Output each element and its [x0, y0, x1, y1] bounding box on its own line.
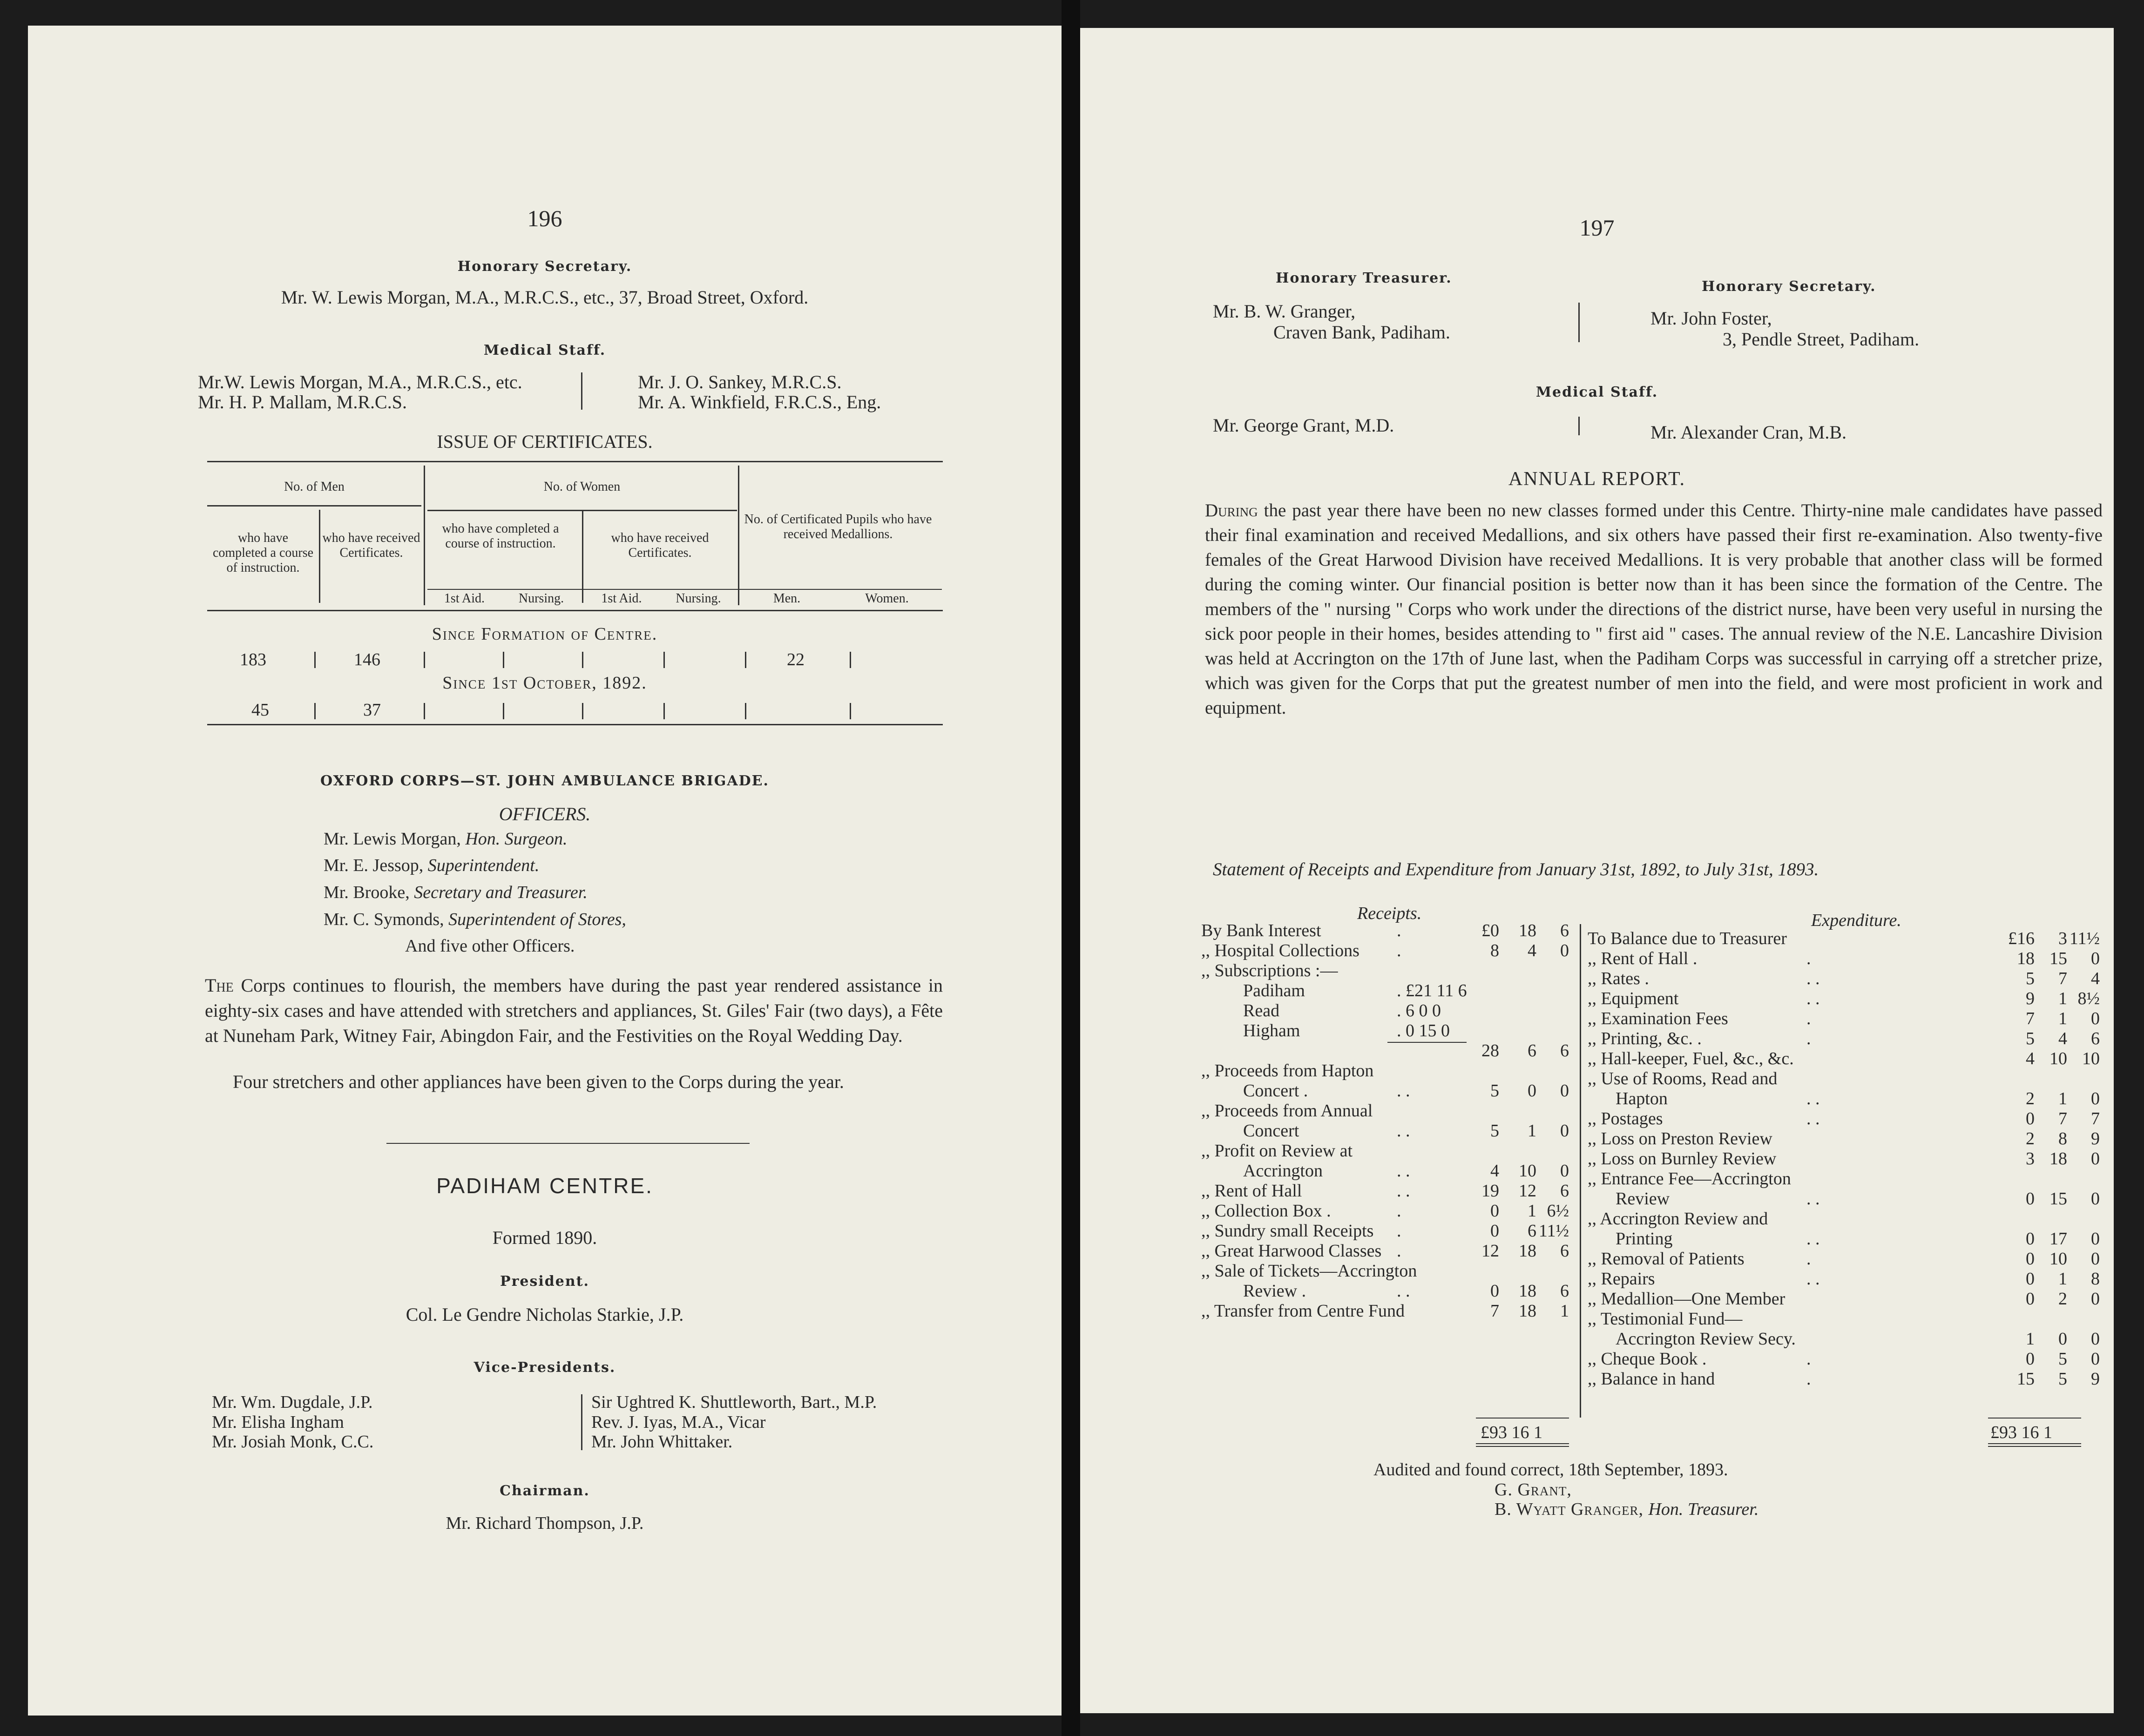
ledger-row: [1201, 1121, 1569, 1141]
officer-3: Mr. Brooke, Secretary and Treasurer.: [324, 883, 588, 902]
ledger-pence: 0: [2091, 1329, 2100, 1349]
ledger-shillings: 1: [2058, 989, 2067, 1008]
ledger-shillings: 10: [2049, 1049, 2067, 1068]
ledger-pence: 6: [1560, 1041, 1569, 1061]
ledger-row: [1588, 1169, 2100, 1189]
sub-men: Men.: [773, 591, 801, 606]
ledger-row: [1588, 1189, 2100, 1209]
expenditure-total: £93 16 1: [1990, 1423, 2052, 1442]
ledger-row: [1201, 1101, 1569, 1121]
ledger-row: [1588, 1009, 2100, 1029]
ledger-row: [1588, 1269, 2100, 1289]
vice-president: Mr. Josiah Monk, C.C.: [212, 1432, 374, 1452]
divider: [581, 1394, 582, 1450]
sub-1st-aid: 1st Aid.: [444, 591, 485, 606]
ledger-item: By Bank Interest: [1201, 921, 1321, 940]
ledger-leader: . £21 11 6: [1397, 981, 1467, 1000]
header-women-received: who have received Certificates.: [611, 531, 709, 560]
ledger-pence: 1: [1560, 1301, 1569, 1321]
corps-paragraph: The Corps continues to flourish, the members have during the past year rendered assistance in eighty-six cases and have attended with stretchers and appliances, St. Giles' Fair (two days), a Fête at Nuneham Park, Witney Fair, Abingdon Fair, and the Festivities on the Royal Wedding Day.: [205, 975, 943, 1046]
medical-staff-heading: Medical Staff.: [483, 342, 606, 358]
ledger-leader: . .: [1806, 969, 1820, 988]
ledger-pounds: 12: [1481, 1241, 1499, 1261]
officer-1: Mr. Lewis Morgan, Hon. Surgeon.: [324, 829, 568, 849]
ledger-pounds: 28: [1481, 1041, 1499, 1061]
ledger-leader: . .: [1397, 1181, 1410, 1201]
ledger-row: [1201, 1301, 1569, 1321]
ledger-pence: 0: [1560, 1121, 1569, 1141]
ledger-shillings: 7: [2058, 1109, 2067, 1128]
ledger-shillings: 10: [1519, 1161, 1536, 1181]
ledger-item: ,, Great Harwood Classes: [1201, 1241, 1382, 1261]
ledger-leader: .: [1397, 1221, 1401, 1241]
ledger-leader: .: [1806, 1029, 1811, 1048]
ledger-row: [1588, 1069, 2100, 1089]
receipts-heading: Receipts.: [1357, 904, 1422, 923]
ledger-row: [1201, 961, 1569, 981]
book-gutter: [1062, 0, 1080, 1736]
ledger-pence: 6½: [1547, 1201, 1569, 1221]
ledger-row: [1588, 1289, 2100, 1309]
secretary-heading: Honorary Secretary.: [1702, 278, 1876, 295]
ledger-leader: .: [1806, 1249, 1811, 1269]
ledger-item: ,, Loss on Preston Review: [1588, 1129, 1772, 1148]
header-pupils: No. of Certificated Pupils who have received Medallions.: [744, 512, 932, 541]
ledger-shillings: 17: [2049, 1229, 2067, 1249]
expenditure-list: [1588, 929, 2100, 1389]
ledger-pence: 0: [1560, 941, 1569, 960]
ledger-item: Accrington Review Secy.: [1616, 1329, 1796, 1349]
medical-staff-2: Mr. H. P. Mallam, M.R.C.S.: [198, 392, 407, 412]
ledger-row: [1588, 1089, 2100, 1109]
ledger-shillings: 10: [2049, 1249, 2067, 1269]
ledger-pence: 9: [2091, 1369, 2100, 1389]
ledger-pounds: 0: [1490, 1221, 1499, 1241]
ledger-leader: . .: [1806, 1089, 1820, 1108]
ledger-leader: . .: [1397, 1281, 1410, 1301]
ledger-leader: .: [1397, 941, 1401, 960]
ledger-item: To Balance due to Treasurer: [1588, 929, 1787, 948]
ledger-pounds: 5: [2026, 1029, 2035, 1048]
section-rule: [386, 1143, 750, 1144]
stretchers-paragraph: Four stretchers and other appliances have been given to the Corps during the year.: [233, 1071, 844, 1092]
ledger-item: ,, Sale of Tickets—Accrington: [1201, 1261, 1417, 1281]
expenditure-total-rule: [1988, 1418, 2081, 1419]
ledger-pounds: 5: [1490, 1081, 1499, 1101]
ledger-shillings: 0: [2058, 1329, 2067, 1349]
ledger-leader: . .: [1806, 1109, 1820, 1128]
ledger-shillings: 15: [2049, 949, 2067, 968]
annual-report-heading: ANNUAL REPORT.: [1508, 468, 1686, 490]
ledger-pence: 0: [2091, 1349, 2100, 1369]
medical-staff-1: Mr.W. Lewis Morgan, M.A., M.R.C.S., etc.: [198, 372, 522, 392]
ledger-row: [1588, 1149, 2100, 1169]
ledger-shillings: 6: [1528, 1041, 1536, 1061]
ledger-shillings: 4: [2058, 1029, 2067, 1048]
ledger-pounds: 0: [1490, 1281, 1499, 1301]
page-number: 196: [527, 205, 562, 231]
ledger-row: [1588, 989, 2100, 1009]
ledger-row: [1201, 1021, 1569, 1041]
ledger-pence: 10: [2082, 1049, 2100, 1068]
ledger-pence: 6: [1560, 921, 1569, 940]
hon-secretary-heading: Honorary Secretary.: [457, 258, 632, 275]
ledger-pounds: 7: [1490, 1301, 1499, 1321]
ledger-pence: 8: [2091, 1269, 2100, 1289]
medical-right: Mr. Alexander Cran, M.B.: [1650, 422, 1847, 443]
ledger-row: [1588, 969, 2100, 989]
ledger-shillings: 2: [2058, 1289, 2067, 1309]
ledger-item: Concert .: [1243, 1081, 1308, 1101]
ledger-row: [1201, 1181, 1569, 1201]
ledger-shillings: 3: [2058, 929, 2067, 948]
ledger-shillings: 18: [1519, 1301, 1536, 1321]
expenditure-heading: Expenditure.: [1811, 911, 1901, 930]
ledger-shillings: 7: [2058, 969, 2067, 988]
sub-nursing: Nursing.: [518, 591, 564, 606]
ledger-pounds: 15: [2017, 1369, 2035, 1389]
ledger-pence: 0: [2091, 1089, 2100, 1108]
ledger-leader: . 0 15 0: [1397, 1021, 1450, 1040]
page-number: 197: [1579, 215, 1615, 241]
right-page: [1080, 28, 2114, 1713]
ledger-item: ,, Removal of Patients: [1588, 1249, 1745, 1269]
ledger-pounds: 2: [2026, 1089, 2035, 1108]
header-women-completed: who have completed a course of instruction.: [442, 521, 559, 551]
subtotal-rule: [1387, 1042, 1467, 1043]
treasurer-address: Craven Bank, Padiham.: [1273, 322, 1450, 343]
ledger-row: [1201, 1041, 1569, 1061]
ledger-row: [1201, 1201, 1569, 1221]
secretary-address: 3, Pendle Street, Padiham.: [1723, 329, 1920, 350]
ledger-pence: 0: [2091, 1289, 2100, 1309]
medical-heading: Medical Staff.: [1535, 384, 1658, 400]
ledger-row: [1588, 1049, 2100, 1069]
ledger-shillings: 1: [2058, 1009, 2067, 1028]
ledger-pounds: 0: [2026, 1109, 2035, 1128]
ledger-shillings: 6: [1528, 1221, 1536, 1241]
ledger-shillings: 1: [1528, 1201, 1536, 1221]
ledger-row: [1201, 941, 1569, 961]
header-men: No. of Men: [284, 480, 345, 494]
ledger-shillings: 1: [2058, 1269, 2067, 1289]
vice-presidents-heading: Vice-Presidents.: [473, 1359, 616, 1376]
ledger-item: ,, Sundry small Receipts: [1201, 1221, 1374, 1241]
ledger-row: [1201, 1141, 1569, 1161]
officer-2: Mr. E. Jessop, Superintendent.: [324, 856, 540, 875]
auditor-2: B. Wyatt Granger, Hon. Treasurer.: [1495, 1500, 1759, 1519]
ledger-item: ,, Transfer from Centre Fund: [1201, 1301, 1405, 1321]
ledger-row: [1588, 1369, 2100, 1389]
row1-pupils: 22: [787, 650, 805, 669]
formed-year: Formed 1890.: [492, 1227, 597, 1248]
sub-women: Women.: [865, 591, 909, 606]
ledger-pounds: 1: [2026, 1329, 2035, 1349]
ledger-pence: 11½: [2069, 929, 2100, 948]
ledger-item: Padiham: [1243, 981, 1305, 1000]
medical-staff-3: Mr. J. O. Sankey, M.R.C.S.: [638, 372, 842, 392]
ledger-item: ,, Rent of Hall: [1201, 1181, 1302, 1201]
ledger-pence: 8½: [2077, 989, 2100, 1008]
ledger-item: ,, Rent of Hall .: [1588, 949, 1698, 968]
audited: Audited and found correct, 18th September, 1893.: [1373, 1460, 1728, 1479]
since-formation: Since Formation of Centre.: [432, 624, 658, 644]
ledger-pence: 0: [2091, 1189, 2100, 1209]
ledger-row: [1201, 1261, 1569, 1281]
ledger-row: [1588, 1029, 2100, 1049]
account-divider: [1580, 924, 1581, 1418]
ledger-item: ,, Printing, &c. .: [1588, 1029, 1702, 1048]
ledger-shillings: 18: [2049, 1149, 2067, 1169]
ledger-row: [1588, 1129, 2100, 1149]
hon-secretary: Mr. W. Lewis Morgan, M.A., M.R.C.S., etc., 37, Broad Street, Oxford.: [281, 287, 809, 308]
ledger-row: [1588, 1249, 2100, 1269]
ledger-item: ,, Accrington Review and: [1588, 1209, 1768, 1229]
ledger-pounds: 0: [2026, 1229, 2035, 1249]
ledger-pence: 0: [2091, 1009, 2100, 1028]
ledger-item: ,, Medallion—One Member: [1588, 1289, 1786, 1309]
ledger-item: ,, Profit on Review at: [1201, 1141, 1353, 1161]
officers-more: And five other Officers.: [405, 936, 575, 956]
ledger-leader: .: [1397, 1201, 1401, 1221]
ledger-row: [1201, 1241, 1569, 1261]
certificates-title: ISSUE OF CERTIFICATES.: [437, 431, 653, 452]
auditor-1: G. Grant,: [1495, 1480, 1572, 1500]
ledger-pence: 6: [1560, 1241, 1569, 1261]
ledger-leader: .: [1806, 1369, 1811, 1389]
ledger-leader: .: [1806, 1009, 1811, 1028]
ledger-row: [1588, 1349, 2100, 1369]
ledger-shillings: 1: [2058, 1089, 2067, 1108]
officer-4: Mr. C. Symonds, Superintendent of Stores,: [324, 910, 626, 929]
ledger-pence: 4: [2091, 969, 2100, 988]
ledger-shillings: 1: [1528, 1121, 1536, 1141]
ledger-row: [1588, 929, 2100, 949]
ledger-item: ,, Collection Box .: [1201, 1201, 1331, 1221]
sub-1st-aid: 1st Aid.: [601, 591, 642, 606]
ledger-item: ,, Proceeds from Hapton: [1201, 1061, 1374, 1081]
receipts-total: £93 16 1: [1481, 1423, 1542, 1442]
row1-received: 146: [354, 650, 380, 669]
ledger-leader: .: [1397, 1241, 1401, 1261]
ledger-row: [1588, 1209, 2100, 1229]
oxford-heading: OXFORD CORPS—ST. JOHN AMBULANCE BRIGADE.: [320, 773, 769, 789]
ledger-item: ,, Proceeds from Annual: [1201, 1101, 1373, 1121]
row2-received: 37: [363, 700, 381, 720]
ledger-leader: . .: [1397, 1081, 1410, 1101]
chairman-heading: Chairman.: [500, 1483, 590, 1499]
ledger-shillings: 12: [1519, 1181, 1536, 1201]
ledger-pounds: 5: [2026, 969, 2035, 988]
secretary-name: Mr. John Foster,: [1650, 308, 1772, 329]
ledger-item: Higham: [1243, 1021, 1300, 1040]
divider: [1578, 417, 1580, 435]
ledger-pence: 0: [2091, 949, 2100, 968]
header-men-received: who have received Certificates.: [322, 531, 420, 560]
ledger-pounds: 5: [1490, 1121, 1499, 1141]
ledger-pounds: 18: [2017, 949, 2035, 968]
ledger-pounds: 0: [2026, 1349, 2035, 1369]
ledger-leader: . 6 0 0: [1397, 1001, 1441, 1020]
ledger-pence: 0: [1560, 1081, 1569, 1101]
ledger-item: Printing: [1616, 1229, 1673, 1249]
ledger-leader: . .: [1397, 1161, 1410, 1181]
ledger-shillings: 0: [1528, 1081, 1536, 1101]
vice-president: Rev. J. Iyas, M.A., Vicar: [591, 1412, 766, 1432]
annual-report-text: During the past year there have been no new classes formed under this Centre. Thirty-nine male candidates have passed their final examination and received Medallions, and six others have passed their first re-examination. Also twenty-five females of the Great Harwood Division have received Medallions. It is very probable that another class will be formed during the coming winter. Our financial position is better now than it has been since the formation of the Centre. The members of the " nursing " Corps who work under the directions of the district nurse, have been very useful in nursing the sick poor people in their homes, besides attending to " first aid " cases. The annual review of the N.E. Lancashire Division was held at Accrington on the 17th of June last, when the Padiham Corps was successful in carrying off a stretcher prize, which was given for the Corps that put the greatest number of men into the field, and were most proficient in work and equipment.: [1205, 500, 2103, 718]
president: Col. Le Gendre Nicholas Starkie, J.P.: [406, 1304, 684, 1325]
ledger-leader: .: [1397, 921, 1401, 940]
ledger-leader: .: [1806, 949, 1811, 968]
ledger-shillings: 18: [1519, 921, 1536, 940]
ledger-item: ,, Hall-keeper, Fuel, &c., &c.: [1588, 1049, 1794, 1068]
ledger-leader: . .: [1806, 1189, 1820, 1209]
ledger-row: [1588, 1329, 2100, 1349]
ledger-pounds: 0: [2026, 1189, 2035, 1209]
ledger-pence: 0: [2091, 1249, 2100, 1269]
ledger-shillings: 8: [2058, 1129, 2067, 1148]
ledger-pounds: 0: [2026, 1269, 2035, 1289]
ledger-row: [1201, 981, 1569, 1001]
ledger-pounds: 4: [1490, 1161, 1499, 1181]
treasurer-name: Mr. B. W. Granger,: [1213, 301, 1356, 322]
left-page: [28, 26, 1062, 1716]
vice-president: Mr. Elisha Ingham: [212, 1412, 344, 1432]
ledger-item: Review .: [1243, 1281, 1306, 1301]
ledger-item: ,, Rates .: [1588, 969, 1649, 988]
ledger-item: ,, Examination Fees: [1588, 1009, 1728, 1028]
medical-staff-4: Mr. A. Winkfield, F.R.C.S., Eng.: [638, 392, 881, 412]
ledger-item: ,, Use of Rooms, Read and: [1588, 1069, 1778, 1088]
statement-title: Statement of Receipts and Expenditure from January 31st, 1892, to July 31st, 1893.: [1213, 859, 1819, 879]
ledger-pence: 7: [2091, 1109, 2100, 1128]
ledger-row: [1201, 1281, 1569, 1301]
ledger-shillings: 15: [2049, 1189, 2067, 1209]
ledger-pounds: 0: [2026, 1249, 2035, 1269]
ledger-shillings: 18: [1519, 1241, 1536, 1261]
ledger-leader: . .: [1806, 989, 1820, 1008]
ledger-pounds: 3: [2026, 1149, 2035, 1169]
ledger-leader: . .: [1806, 1269, 1820, 1289]
ledger-row: [1201, 1081, 1569, 1101]
receipts-total-rule: [1476, 1418, 1569, 1419]
ledger-pence: 6: [2091, 1029, 2100, 1048]
ledger-leader: .: [1806, 1349, 1811, 1369]
ledger-pence: 6: [1560, 1181, 1569, 1201]
ledger-item: ,, Hospital Collections: [1201, 941, 1359, 960]
ledger-row: [1588, 1109, 2100, 1129]
ledger-row: [1201, 1001, 1569, 1021]
treasurer-heading: Honorary Treasurer.: [1276, 270, 1452, 286]
ledger-pounds: 2: [2026, 1129, 2035, 1148]
ledger-shillings: 5: [2058, 1349, 2067, 1369]
ledger-pence: 0: [2091, 1149, 2100, 1169]
ledger-leader: . .: [1397, 1121, 1410, 1141]
ledger-pounds: 19: [1481, 1181, 1499, 1201]
officers-heading: OFFICERS.: [499, 804, 591, 824]
ledger-pounds: £16: [2008, 929, 2035, 948]
ledger-item: ,, Loss on Burnley Review: [1588, 1149, 1777, 1169]
sub-nursing: Nursing.: [676, 591, 721, 606]
ledger-item: ,, Entrance Fee—Accrington: [1588, 1169, 1791, 1189]
ledger-item: Concert: [1243, 1121, 1299, 1141]
vice-president: Mr. John Whittaker.: [591, 1432, 733, 1452]
ledger-pounds: 9: [2026, 989, 2035, 1008]
ledger-row: [1588, 1229, 2100, 1249]
ledger-pence: 6: [1560, 1281, 1569, 1301]
header-women: No. of Women: [543, 480, 621, 494]
ledger-item: ,, Cheque Book .: [1588, 1349, 1707, 1369]
ledger-pence: 11½: [1538, 1221, 1569, 1241]
ledger-shillings: 18: [1519, 1281, 1536, 1301]
ledger-row: [1201, 1161, 1569, 1181]
ledger-item: ,, Subscriptions :—: [1201, 961, 1338, 980]
padiham-heading: PADIHAM CENTRE.: [436, 1174, 653, 1198]
ledger-pounds: 0: [2026, 1289, 2035, 1309]
ledger-pounds: £0: [1481, 921, 1499, 940]
ledger-pounds: 4: [2026, 1049, 2035, 1068]
ledger-item: ,, Repairs: [1588, 1269, 1655, 1289]
ledger-pence: 0: [2091, 1229, 2100, 1249]
ledger-item: Hapton: [1616, 1089, 1668, 1108]
ledger-shillings: 5: [2058, 1369, 2067, 1389]
header-men-completed: who have completed a course of instruction.: [212, 531, 314, 575]
divider: [1578, 303, 1580, 342]
ledger-row: [1588, 1309, 2100, 1329]
ledger-leader: . .: [1806, 1229, 1820, 1249]
row2-completed: 45: [251, 700, 269, 720]
ledger-item: ,, Balance in hand: [1588, 1369, 1715, 1389]
ledger-pounds: 8: [1490, 941, 1499, 960]
ledger-item: Review: [1616, 1189, 1670, 1209]
ledger-row: [1201, 1221, 1569, 1241]
vice-president: Sir Ughtred K. Shuttleworth, Bart., M.P.: [591, 1392, 877, 1412]
ledger-pence: 9: [2091, 1129, 2100, 1148]
president-heading: President.: [500, 1273, 589, 1290]
ledger-item: ,, Postages: [1588, 1109, 1663, 1128]
ledger-item: Read: [1243, 1001, 1280, 1020]
ledger-shillings: 4: [1528, 941, 1536, 960]
medical-left: Mr. George Grant, M.D.: [1213, 415, 1394, 436]
since-october: Since 1st October, 1892.: [442, 673, 647, 693]
row1-completed: 183: [240, 650, 266, 669]
ledger-pounds: 0: [1490, 1201, 1499, 1221]
ledger-row: [1201, 1061, 1569, 1081]
divider: [581, 372, 582, 410]
ledger-pounds: 7: [2026, 1009, 2035, 1028]
chairman: Mr. Richard Thompson, J.P.: [446, 1513, 644, 1533]
ledger-pence: 0: [1560, 1161, 1569, 1181]
ledger-item: ,, Testimonial Fund—: [1588, 1309, 1743, 1329]
ledger-row: [1588, 949, 2100, 969]
vice-president: Mr. Wm. Dugdale, J.P.: [212, 1392, 373, 1412]
receipts-list: [1201, 921, 1569, 1321]
ledger-item: ,, Equipment: [1588, 989, 1679, 1008]
ledger-row: [1201, 921, 1569, 941]
ledger-item: Accrington: [1243, 1161, 1323, 1181]
